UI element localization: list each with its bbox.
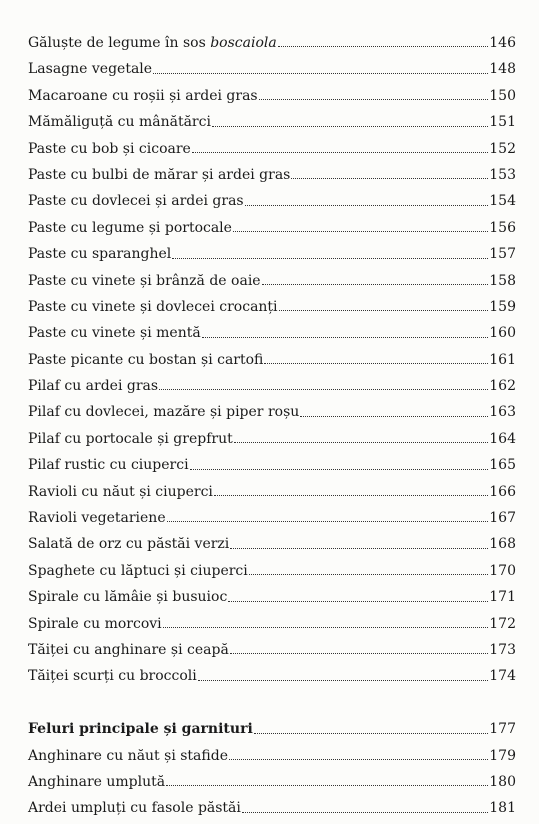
toc-entry — [28, 320, 516, 346]
dot-leader — [198, 680, 489, 681]
toc-section-title: Feluri principale și garnituri — [28, 721, 253, 738]
dot-leader — [279, 310, 489, 311]
toc-entry — [28, 637, 516, 663]
toc-entry-title: Ardei umpluți cu fasole păstăi — [28, 800, 241, 817]
toc-entry-page: 156 — [489, 219, 516, 236]
toc-entry-page: 146 — [489, 35, 516, 51]
toc-entry-title: Paste cu legume și portocale — [28, 219, 232, 236]
toc-entry — [28, 215, 516, 241]
toc-entry — [28, 452, 516, 478]
toc-entry-page: 166 — [489, 483, 516, 500]
dot-leader — [167, 521, 489, 522]
dot-leader — [242, 812, 488, 813]
toc-entry-title: Spirale cu morcovi — [28, 615, 162, 632]
dot-leader — [245, 205, 489, 206]
toc-entry-title: Macaroane cu roșii și ardei gras — [28, 87, 258, 104]
toc-entry — [28, 56, 516, 82]
toc-entry-title: Paste cu dovlecei și ardei gras — [28, 193, 244, 210]
toc-entry-title: Pilaf cu ardei gras — [28, 378, 159, 395]
dot-leader — [163, 627, 489, 628]
dot-leader — [291, 178, 488, 179]
dot-leader — [228, 601, 488, 602]
table-of-contents — [28, 30, 516, 822]
dot-leader — [214, 495, 488, 496]
toc-entry-title: Mămăliguță cu mânătărci — [28, 114, 211, 131]
dot-leader — [212, 126, 488, 127]
toc-entry-page: 165 — [489, 457, 516, 474]
toc-entry — [28, 373, 516, 399]
dot-leader — [262, 284, 489, 285]
toc-entry-page: 159 — [489, 298, 516, 315]
dot-leader — [233, 231, 488, 232]
toc-entry-page: 153 — [489, 166, 516, 183]
toc-entry-page: 154 — [489, 193, 516, 210]
toc-entry — [28, 83, 516, 109]
toc-entry — [28, 188, 516, 214]
toc-entry-title: Anghinare umplută — [28, 773, 166, 790]
toc-entry-page: 158 — [489, 272, 516, 289]
toc-entry — [28, 136, 516, 162]
toc-entry — [28, 531, 516, 557]
toc-entry-title: Paste cu bulbi de mărar și ardei gras — [28, 166, 291, 183]
toc-entry-page: 152 — [489, 140, 516, 157]
toc-entry-title: Pilaf cu dovlecei, mazăre și piper roșu — [28, 404, 300, 421]
toc-entry — [28, 109, 516, 135]
toc-section-page: 177 — [489, 721, 516, 738]
dot-leader — [230, 548, 488, 549]
dot-leader — [264, 363, 488, 364]
toc-entry — [28, 795, 516, 821]
toc-entry-page: 162 — [489, 378, 516, 395]
dot-leader — [153, 73, 488, 74]
toc-entry — [28, 30, 516, 56]
toc-entry-title: Găluște de legume în sos boscaiola — [28, 35, 277, 51]
toc-entry — [28, 769, 516, 795]
toc-entry-page: 164 — [489, 430, 516, 447]
toc-entry — [28, 294, 516, 320]
dot-leader — [278, 46, 489, 47]
dot-leader — [166, 785, 488, 786]
dot-leader — [230, 653, 488, 654]
toc-entry — [28, 558, 516, 584]
toc-entry-title: Pilaf rustic cu ciuperci — [28, 457, 189, 474]
toc-entry-page: 170 — [489, 562, 516, 579]
dot-leader — [300, 416, 488, 417]
toc-entry — [28, 479, 516, 505]
toc-entry-page: 157 — [489, 246, 516, 263]
toc-entry-title: Salată de orz cu păstăi verzi — [28, 536, 230, 553]
dot-leader — [234, 442, 489, 443]
toc-entry — [28, 584, 516, 610]
toc-entry-title: Paste picante cu bostan și cartofi — [28, 351, 264, 368]
dot-leader — [229, 759, 488, 760]
toc-entry-title: Lasagne vegetale — [28, 61, 153, 78]
toc-entry-title: Paste cu vinete și mentă — [28, 325, 201, 342]
toc-entry-page: 161 — [489, 351, 516, 368]
toc-entry-page: 173 — [489, 641, 516, 658]
toc-entry-title: Ravioli cu năut și ciuperci — [28, 483, 213, 500]
dot-leader — [192, 152, 488, 153]
toc-entry — [28, 162, 516, 188]
toc-entry — [28, 347, 516, 373]
toc-entry-title: Spirale cu lămâie și busuioc — [28, 589, 228, 606]
toc-entry-page: 174 — [489, 668, 516, 685]
toc-entry-page: 168 — [489, 536, 516, 553]
dot-leader — [159, 389, 488, 390]
toc-entry-page: 179 — [489, 747, 516, 764]
toc-entry-page: 181 — [489, 800, 516, 817]
toc-entry-title: Paste cu bob și cicoare — [28, 140, 191, 157]
dot-leader — [190, 469, 489, 470]
toc-entry-page: 180 — [489, 773, 516, 790]
toc-entry-title: Tăiței cu anghinare și ceapă — [28, 641, 229, 658]
toc-entry — [28, 505, 516, 531]
toc-entry-title: Paste cu vinete și brânză de oaie — [28, 272, 261, 289]
toc-entry-title: Tăiței scurți cu broccoli — [28, 668, 197, 685]
toc-entry-title: Spaghete cu lăptuci și ciuperci — [28, 562, 248, 579]
toc-entry-page: 167 — [489, 510, 516, 527]
toc-entry — [28, 241, 516, 267]
toc-entry-title: Paste cu vinete și dovlecei crocanți — [28, 298, 278, 315]
toc-entry-title: Paste cu sparanghel — [28, 246, 172, 263]
dot-leader — [172, 258, 488, 259]
section-gap — [28, 690, 516, 716]
dot-leader — [259, 99, 489, 100]
toc-entry-page: 172 — [489, 615, 516, 632]
toc-entry-page: 163 — [489, 404, 516, 421]
toc-entry — [28, 743, 516, 769]
toc-entry — [28, 426, 516, 452]
toc-entry — [28, 268, 516, 294]
dot-leader — [254, 733, 489, 734]
toc-entry-title-italic: boscaiola — [210, 35, 277, 51]
dot-leader — [249, 574, 489, 575]
toc-entry-title: Ravioli vegetariene — [28, 510, 166, 527]
toc-entry-page: 150 — [489, 87, 516, 104]
toc-entry-page: 151 — [489, 114, 516, 131]
toc-entry-title: Anghinare cu năut și stafide — [28, 747, 228, 764]
toc-entry-page: 171 — [489, 589, 516, 606]
dot-leader — [202, 337, 489, 338]
toc-entry — [28, 611, 516, 637]
toc-entry — [28, 663, 516, 689]
toc-entry — [28, 399, 516, 425]
toc-entry-title: Pilaf cu portocale și grepfrut — [28, 430, 233, 447]
toc-section-heading — [28, 716, 516, 742]
toc-entry-page: 148 — [489, 61, 516, 78]
toc-entry-page: 160 — [489, 325, 516, 342]
